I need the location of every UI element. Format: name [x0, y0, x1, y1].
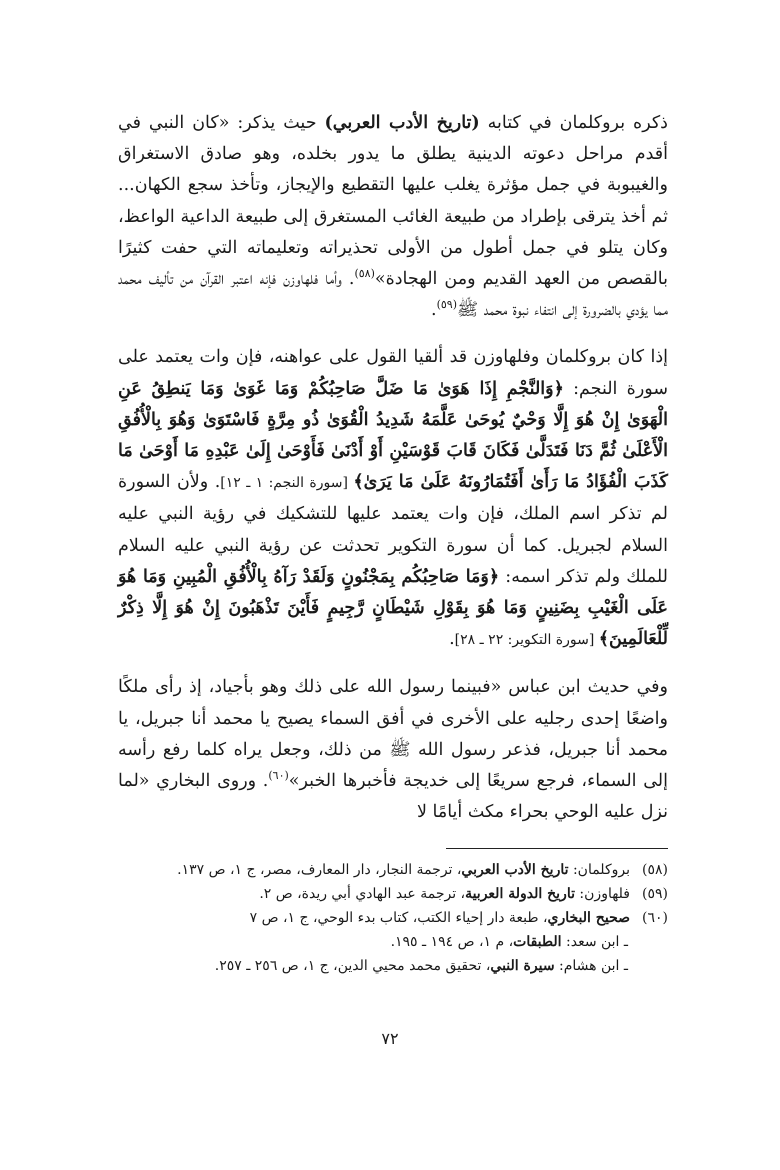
text-run: إذا كان بروكلمان وفلهاوزن قد ألقيا القول على عواهنه، فإن وات يعتمد على سورة النجم:: [118, 347, 668, 399]
footnote-text: ، م ١، ص ١٩٤ ـ ١٩٥.: [390, 934, 514, 950]
footnote-59: [116, 882, 668, 906]
text-run: وفي حديث ابن عباس «فبينما رسول الله على ذلك وهو بأجياد، إذ رأى ملكًا واضعًا إحدى رجليه على الأخرى في أفق السماء يصيح يا محمد أنا جبريل، يا محمد أنا جبريل، فذعر رسول الله ﷺ من ذلك، وجعل يراه كلما رفع رأسه إلى السماء، فرجع سريعًا إلى خديجة فأخبرها الخبر»: [118, 677, 668, 792]
footnote-60-sub-ibn-hisham: [116, 954, 668, 978]
footnote-text: ، طبعة دار إحياء الكتب، كتاب بدء الوحي، ج ١، ص ٧: [249, 910, 548, 926]
text-run: ذكره بروكلمان في كتابه: [479, 113, 668, 133]
footnote-text: ، تحقيق محمد محيي الدين، ج ١، ص ٢٥٦ ـ ٢٥٧.: [214, 958, 491, 974]
footnote-number: (٥٩): [642, 886, 668, 902]
text-run: حيث يذكر: «كان النبي في أقدم مراحل دعوته الدينية يطلق ما يدور بخلده، وهو صادق الاستغراق والغيبوبة في جمل مؤثرة يغلب عليها التقطيع والإيجاز، وتأخذ سجع الكهان... ثم أخذ يترقى بإطراد من طبيعة الغائب المستغرق إلى طبيعة الداعية الواعظ، وكان يتلو في جمل أطول من الأولى تحذيراته وتعليماته التي حفت كثيرًا بالقصص من العهد القديم ومن الهجادة»: [118, 113, 668, 290]
quran-quote-takwir: ﴿وَمَا صَاحِبُكُم بِمَجْنُونٍ وَلَقَدْ رَآهُ بِالْأُفُقِ الْمُبِينِ وَمَا هُوَ عَلَى الْغَيْبِ بِضَنِينٍ وَمَا هُوَ بِقَوْلِ شَيْطَانٍ رَّجِيمٍ فَأَيْنَ تَذْهَبُونَ إِنْ هُوَ إِلَّا ذِكْرٌ لِّلْعَالَمِينَ﴾: [118, 566, 668, 650]
page-number: ٧٢: [381, 1029, 399, 1048]
surah-citation: [سورة التكوير: ٢٢ ـ ٢٨]: [454, 632, 599, 649]
footnote-divider: [446, 848, 668, 849]
footnote-text: ، ترجمة النجار، دار المعارف، مصر، ج ١، ص ١٣٧.: [177, 862, 462, 878]
footnote-ref-58: (٥٨): [354, 267, 375, 281]
text-run: .: [449, 629, 455, 650]
footnote-book-title: الطبقات: [513, 934, 562, 950]
footnote-58: [116, 858, 668, 882]
paragraph-brockelmann: [118, 108, 668, 326]
footnote-book-title: تاريخ الدولة العربية: [465, 886, 575, 902]
paragraph-hadith: [118, 672, 668, 828]
footnote-number: (٥٨): [642, 862, 668, 878]
quran-quote-najm: ﴿وَالنَّجْمِ إِذَا هَوَىٰ مَا ضَلَّ صَاحِبُكُمْ وَمَا غَوَىٰ وَمَا يَنطِقُ عَنِ الْهَوَىٰ إِنْ هُوَ إِلَّا وَحْيٌ يُوحَىٰ عَلَّمَهُ شَدِيدُ الْقُوَىٰ ذُو مِرَّةٍ فَاسْتَوَىٰ وَهُوَ بِالْأُفُقِ الْأَعْلَىٰ ثُمَّ دَنَا فَتَدَلَّىٰ فَكَانَ قَابَ قَوْسَيْنِ أَوْ أَدْنَىٰ فَأَوْحَىٰ إِلَىٰ عَبْدِهِ مَا أَوْحَىٰ مَا كَذَبَ الْفُؤَادُ مَا رَأَىٰ أَفَتُمَارُونَهُ عَلَىٰ مَا يَرَىٰ﴾: [118, 378, 669, 493]
footnotes: [116, 858, 668, 978]
footnote-ref-59: (٥٩): [436, 298, 457, 312]
text-run: .: [431, 300, 437, 321]
footnote-ref-60: (٦٠): [268, 769, 289, 783]
footnote-book-title: صحيح البخاري: [547, 910, 630, 926]
main-text: [118, 108, 668, 828]
footnote-60: [116, 906, 668, 930]
footnote-text: ـ ابن هشام:: [554, 958, 628, 974]
footnote-60-sub-ibn-saad: [116, 930, 668, 954]
footnote-text: بروكلمان:: [568, 862, 630, 878]
book-title: (تاريخ الأدب العربي): [324, 113, 480, 133]
footnote-text: فلهاوزن:: [574, 886, 630, 902]
footnote-book-title: تاريخ الأدب العربي: [461, 862, 569, 878]
text-run: . وأما فلهاوزن فإنه اعتبر القرآن من تأليف محمد مما يؤدي بالضرورة إلى انتفاء نبوة محمد ﷺ: [118, 269, 668, 321]
footnote-text: ، ترجمة عبد الهادي أبي ريدة، ص ٢.: [259, 886, 466, 902]
footnote-number: (٦٠): [642, 910, 668, 926]
paragraph-watt: [118, 342, 668, 656]
text-run: . ولأن السورة لم تذكر اسم الملك، فإن وات يعتمد عليها للتشكيك في رؤية النبي عليه السلام لجبريل. كما أن سورة التكوير تحدثت عن رؤية النبي عليه السلام للملك ولم تذكر اسمه:: [118, 472, 668, 587]
surah-citation: [سورة النجم: ١ ـ ١٢]: [220, 475, 354, 492]
text-run: . وروى البخاري «لما نزل عليه الوحي بحراء مكث أيامًا لا: [118, 771, 668, 823]
footnote-text: ـ ابن سعد:: [561, 934, 628, 950]
footnote-book-title: سيرة النبي: [490, 958, 555, 974]
